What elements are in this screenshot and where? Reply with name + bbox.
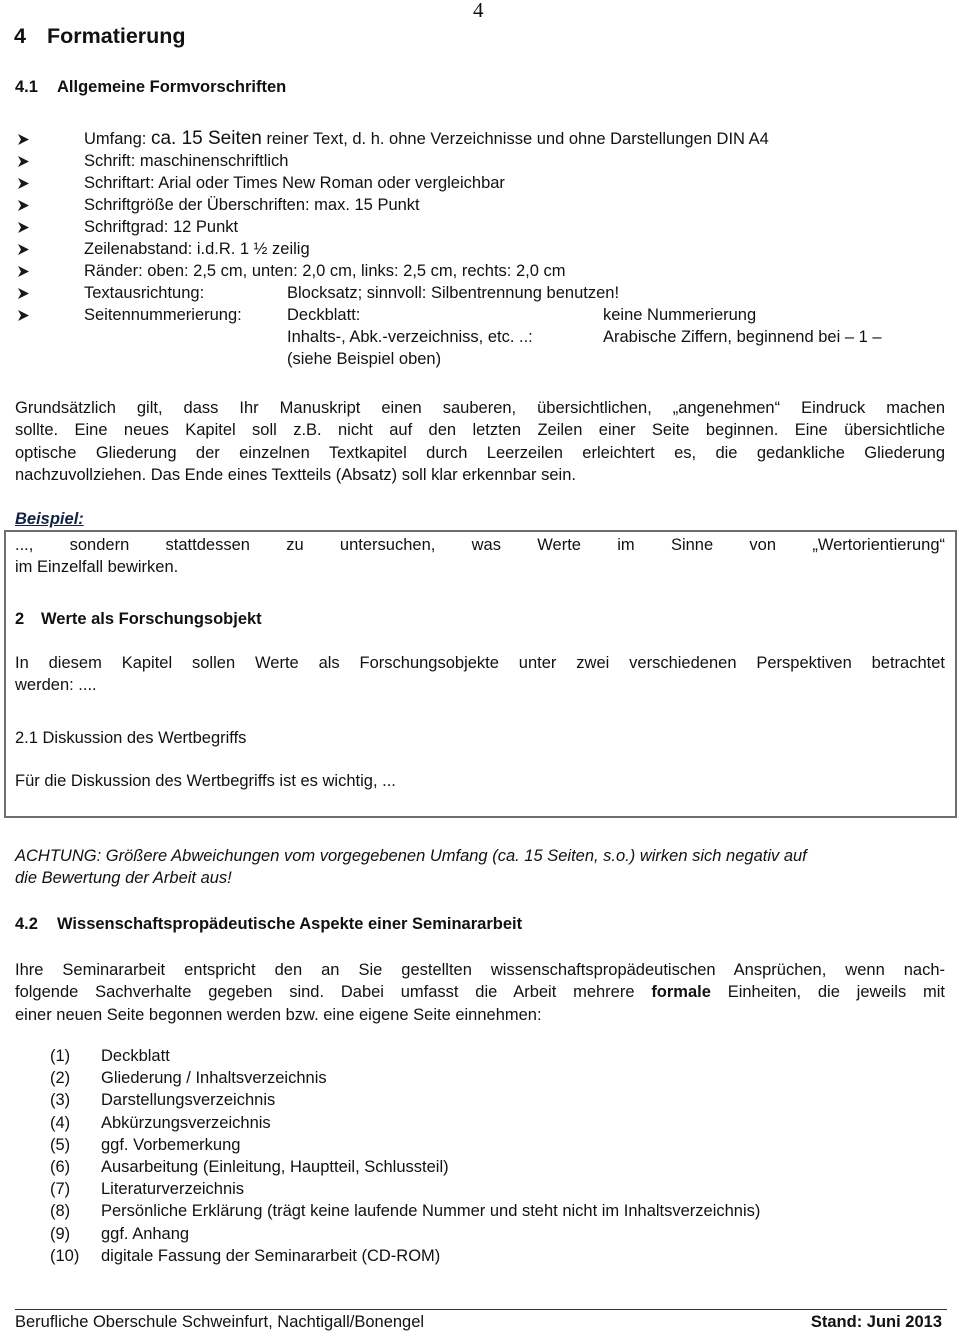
seitennummerierung-value-0: keine Nummerierung — [603, 306, 757, 324]
example-sub-paragraph: Für die Diskussion des Wertbegriffs ist es wichtig, ... — [15, 772, 396, 790]
page-number: 4 — [473, 0, 484, 22]
list-item-umfang — [16, 128, 956, 150]
seitennummerierung-note-row — [16, 348, 956, 370]
item-text: digitale Fassung der Seminararbeit (CD-ROM) — [101, 1246, 441, 1265]
list-item-schriftgroesse — [16, 194, 956, 216]
requirements-paragraph — [15, 959, 945, 1026]
chapter-heading — [14, 24, 186, 49]
footer-date: Stand: Juni 2013 — [810, 1313, 942, 1331]
text-run: folgende Sachverhalte gegeben sind. Dabei umfasst die Arbeit mehrere — [15, 983, 652, 1002]
emphasis-formale: formale — [651, 983, 711, 1002]
paragraph-line — [15, 981, 945, 1003]
item-text: Ausarbeitung (Einleitung, Hauptteil, Schlussteil) — [101, 1157, 449, 1176]
section-title: Allgemeine Formvorschriften — [57, 78, 287, 96]
chapter-number: 4 — [14, 24, 26, 48]
raender-text: Ränder: oben: 2,5 cm, unten: 2,0 cm, links: 2,5 cm, rechts: 2,0 cm — [84, 262, 566, 280]
example-line-2: im Einzelfall bewirken. — [15, 558, 179, 577]
example-para-line-1: In diesem Kapitel sollen Werte als Forschungsobjekte unter zwei verschiedenen Perspektiven betrachtet — [15, 654, 945, 672]
item-text: Darstellungsverzeichnis — [101, 1091, 276, 1110]
item-text: ggf. Vorbemerkung — [101, 1135, 241, 1154]
format-rules-list — [16, 128, 956, 370]
warning-line-2: die Bewertung der Arbeit aus! — [15, 869, 232, 887]
example-chapter-number: 2 — [15, 610, 25, 628]
textausrichtung-label: Textausrichtung: — [84, 284, 205, 302]
schrift-text: Schrift: maschinenschriftlich — [84, 152, 289, 170]
umfang-highlight: ca. 15 Seiten — [150, 128, 262, 149]
example-chapter-paragraph — [15, 652, 945, 697]
textausrichtung-value: Blocksatz; sinnvoll: Silbentrennung benutzen! — [287, 284, 620, 302]
paragraph-line: einer neuen Seite begonnen werden bzw. eine eigene Seite einnehmen: — [15, 1005, 542, 1024]
example-subheading: 2.1 Diskussion des Wertbegriffs — [15, 729, 247, 747]
footer-institution: Berufliche Oberschule Schweinfurt, Nachtigall/Bonengel — [15, 1313, 425, 1331]
umfang-prefix: Umfang: — [84, 130, 151, 148]
example-line-1: ..., sondern stattdessen zu untersuchen, was Werte im Sinne von „Wertorientierung“ — [15, 536, 945, 554]
list-item-textausrichtung — [16, 282, 956, 304]
example-label: Beispiel: — [15, 510, 84, 528]
list-item-schrift — [16, 150, 956, 172]
item-number: (9) — [50, 1224, 71, 1243]
example-box — [4, 530, 957, 818]
umfang-suffix: reiner Text, d. h. ohne Verzeichnisse und ohne Darstellungen DIN A4 — [261, 130, 769, 148]
item-number: (2) — [50, 1069, 71, 1088]
list-item-schriftgrad — [16, 216, 956, 238]
warning-line-1: ACHTUNG: Größere Abweichungen vom vorgegebenen Umfang (ca. 15 Seiten, s.o.) wirken sich negativ auf — [15, 847, 807, 865]
seitennummerierung-row-2 — [16, 326, 956, 348]
item-text: Abkürzungsverzeichnis — [101, 1113, 271, 1132]
item-number: (5) — [50, 1135, 71, 1154]
list-item-seitennummerierung — [16, 304, 956, 326]
item-number: (6) — [50, 1157, 71, 1176]
example-chapter-heading — [15, 610, 262, 629]
seitennummerierung-key-1: Inhalts-, Abk.-verzeichniss, etc. ..: — [287, 328, 533, 346]
list-item-raender — [16, 260, 956, 282]
item-number: (10) — [50, 1246, 80, 1265]
seitennummerierung-key-0: Deckblatt: — [287, 306, 361, 324]
schriftart-text: Schriftart: Arial oder Times New Roman oder vergleichbar — [84, 174, 505, 192]
schriftgroesse-text: Schriftgröße der Überschriften: max. 15 Punkt — [84, 196, 420, 214]
paragraph-line: Grundsätzlich gilt, dass Ihr Manuskript einen sauberen, übersichtlichen, „angenehmen“ Eindruck machen — [15, 399, 945, 417]
item-number: (4) — [50, 1113, 71, 1132]
section-title: Wissenschaftspropädeutische Aspekte einer Seminararbeit — [57, 915, 523, 933]
seitennummerierung-note: (siehe Beispiel oben) — [287, 350, 442, 368]
item-text: Literaturverzeichnis — [101, 1180, 245, 1199]
zeilenabstand-text: Zeilenabstand: i.d.R. 1 ½ zeilig — [84, 240, 310, 258]
paragraph-line: optische Gliederung der einzelnen Textkapitel durch Leerzeilen erleichtert es, die gedankliche Gliederung — [15, 443, 945, 462]
paragraph-line: Ihre Seminararbeit entspricht den an Sie gestellten wissenschaftspropädeutischen Ansprüchen, wenn nach- — [15, 961, 945, 979]
footer-divider — [15, 1309, 947, 1310]
item-text: Gliederung / Inhaltsverzeichnis — [101, 1069, 327, 1088]
item-number: (1) — [50, 1047, 71, 1065]
general-guidance-paragraph — [15, 397, 945, 486]
chapter-title: Formatierung — [47, 24, 186, 48]
item-number: (3) — [50, 1091, 71, 1110]
item-text: Persönliche Erklärung (trägt keine laufende Nummer und steht nicht im Inhaltsverzeichnis) — [101, 1202, 761, 1221]
example-para-line-2: werden: .... — [15, 676, 97, 695]
list-item-zeilenabstand — [16, 238, 956, 260]
item-number: (7) — [50, 1180, 71, 1199]
paragraph-line: sollte. Eine neues Kapitel soll z.B. nicht auf den letzten Zeilen einer Seite beginnen. Eine übersichtliche — [15, 421, 945, 440]
example-intro — [15, 534, 945, 579]
section-number: 4.2 — [15, 915, 38, 933]
list-item-schriftart — [16, 172, 956, 194]
item-number: (8) — [50, 1202, 71, 1221]
warning-note — [15, 845, 945, 889]
item-text: ggf. Anhang — [101, 1224, 190, 1243]
item-text: Deckblatt — [101, 1047, 170, 1065]
section-number: 4.1 — [15, 78, 38, 96]
section-heading-4-2 — [15, 915, 522, 934]
text-run: Einheiten, die jeweils mit — [710, 983, 945, 1002]
example-chapter-title: Werte als Forschungsobjekt — [41, 610, 262, 628]
section-heading-4-1 — [15, 78, 286, 97]
seitennummerierung-label: Seitennummerierung: — [84, 306, 242, 324]
seitennummerierung-value-1: Arabische Ziffern, beginnend bei – 1 – — [603, 328, 882, 346]
schriftgrad-text: Schriftgrad: 12 Punkt — [84, 218, 239, 236]
paragraph-line: nachzuvollziehen. Das Ende eines Textteils (Absatz) soll klar erkennbar sein. — [15, 465, 576, 484]
